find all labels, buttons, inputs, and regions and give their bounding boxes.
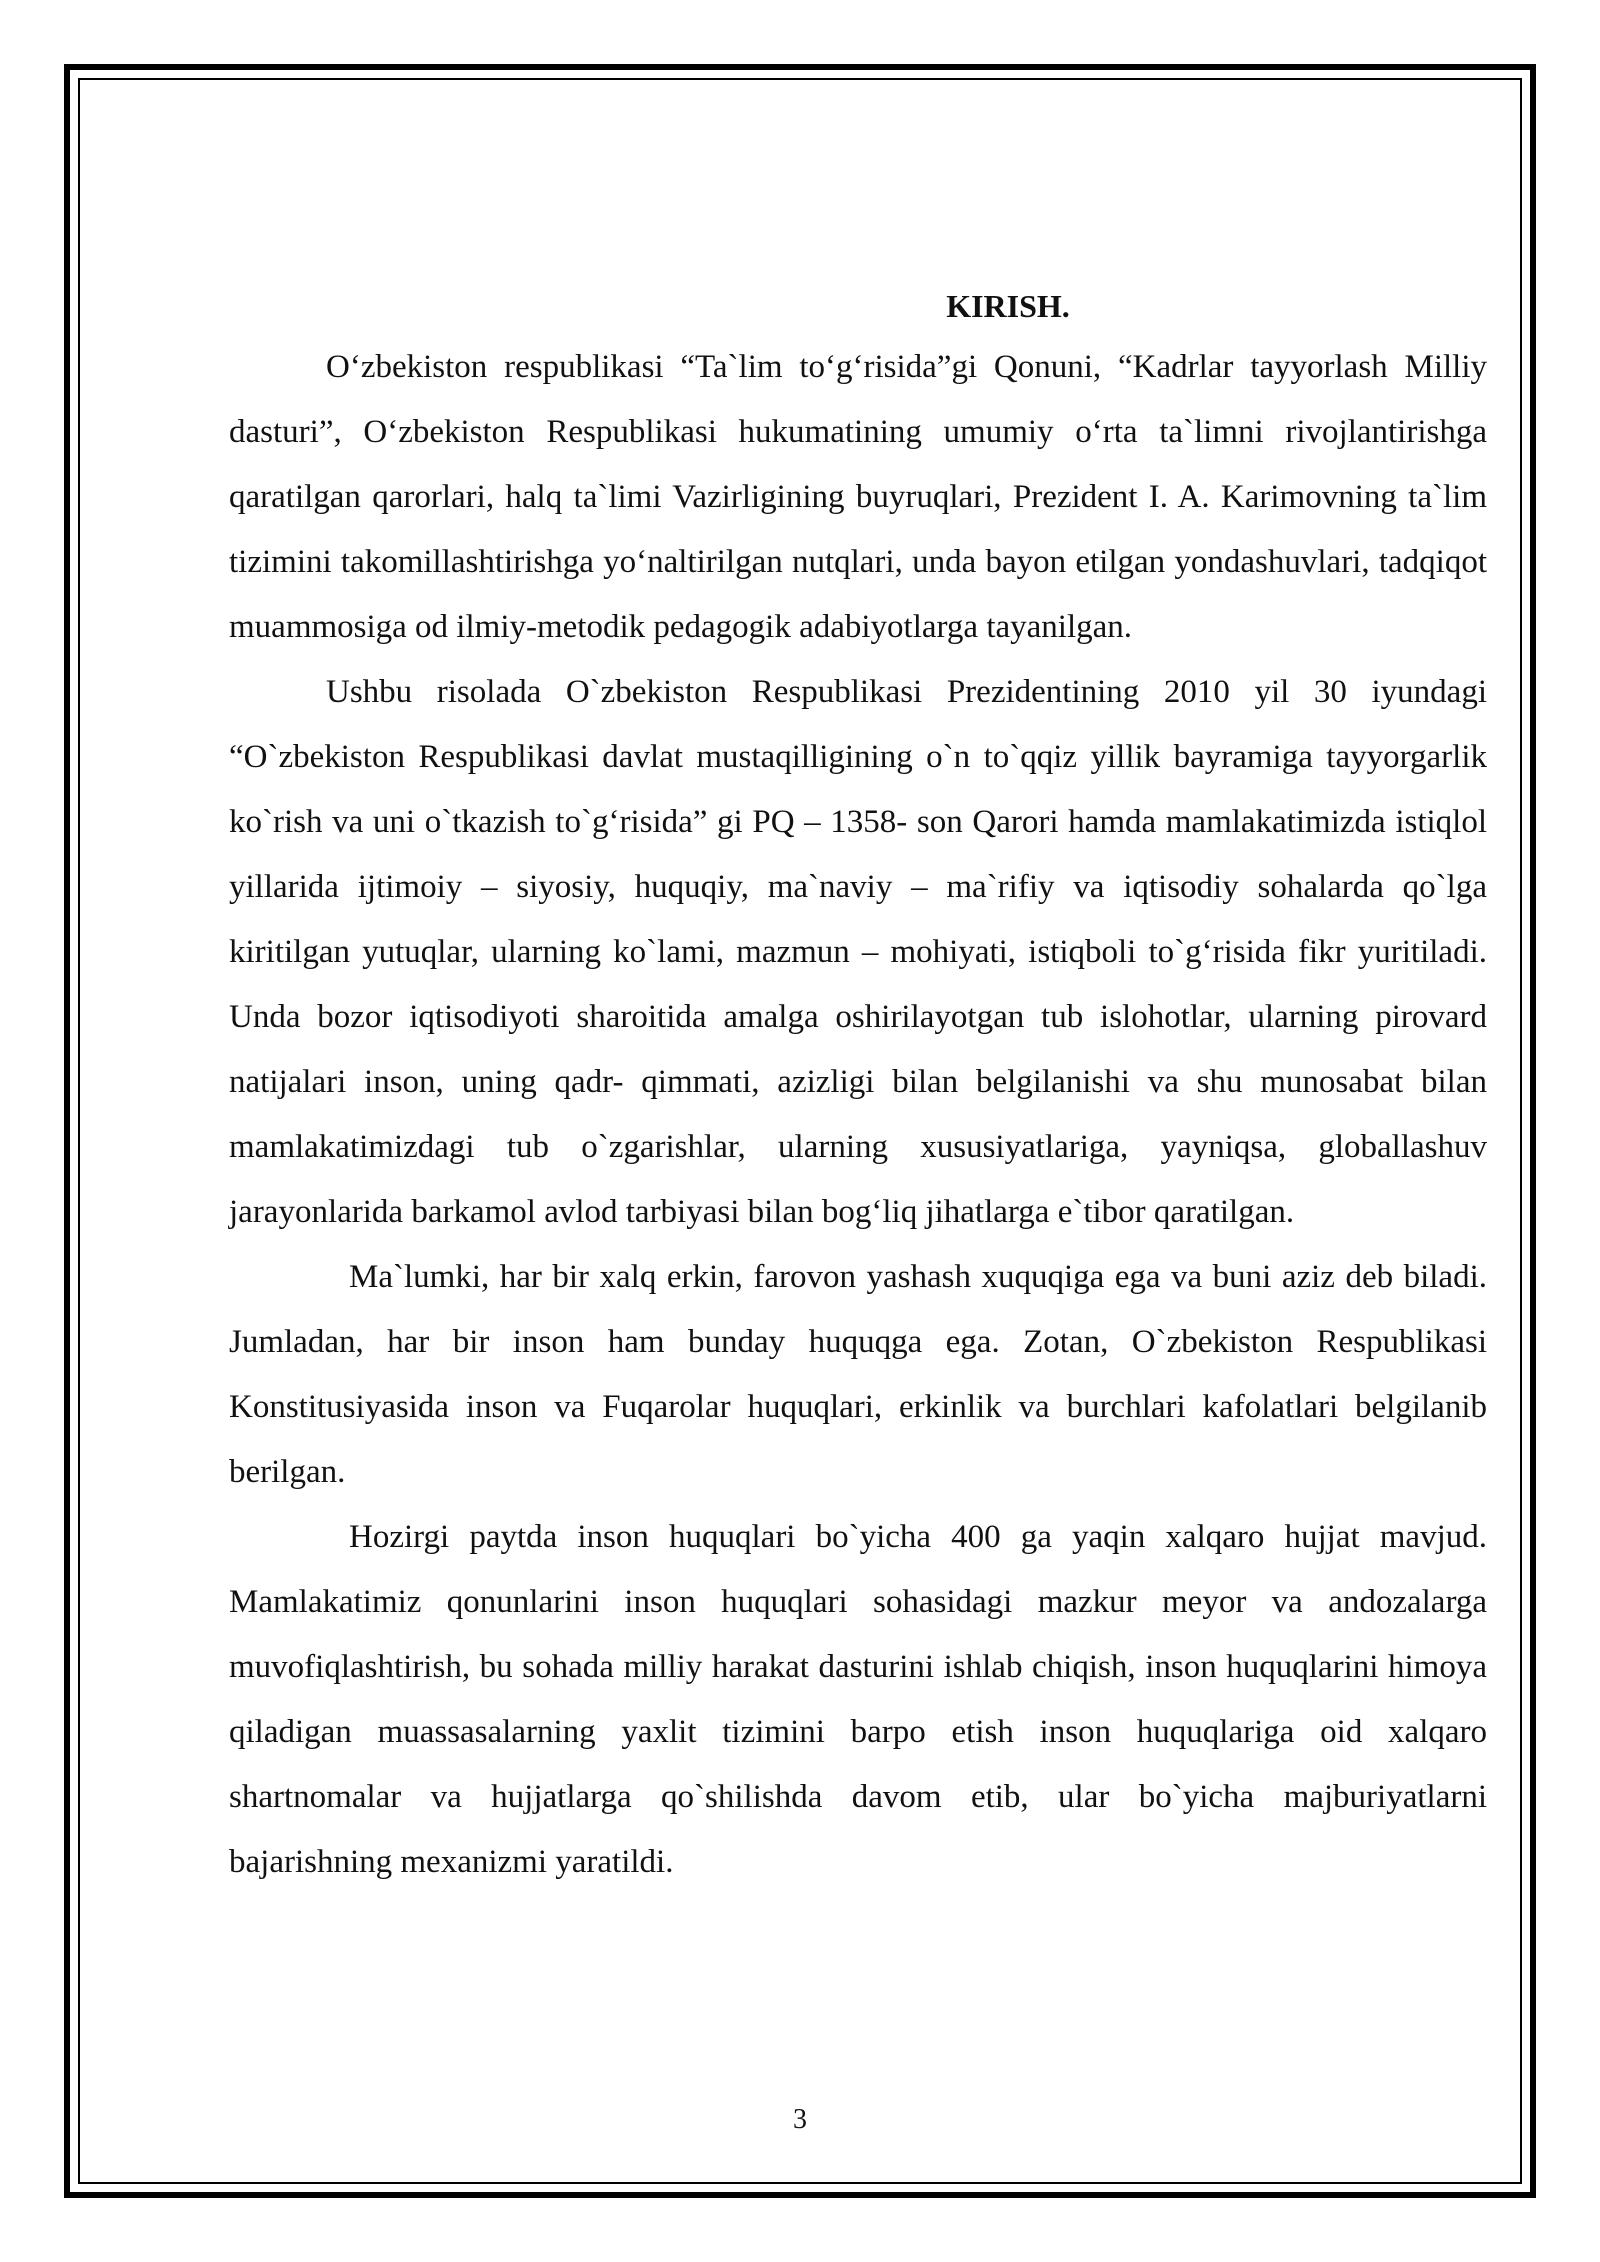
paragraph-malumki: Ma`lumki, har bir xalq erkin, farovon yashash xuquqiga ega va buni aziz deb biladi. Jumladan, har bir inson ham bunday huquqga ega. Zotan, O`zbekiston Respublikasi Konstitusiyasida inson va Fuqarolar huquqlari, erkinlik va burchlari kafolatlari belgilanib berilgan. [229,1259,1487,1490]
paragraph-risola: Ushbu risolada O`zbekiston Respublikasi Prezidentining 2010 yil 30 iyundagi “O`zbekiston Respublikasi davlat mustaqilligining o`n to`qqiz yillik bayramiga tayyorgarlik ko`rish va uni o`tkazish to`g‘risida” gi PQ – 1358- son Qarori hamda mamlakatimizda istiqlol yillarida ijtimoiy – siyosiy, huquqiy, ma`naviy – ma`rifiy va iqtisodiy sohalarda qo`lga kiritilgan yutuqlar, ularning ko`lami, mazmun – mohiyati, istiqboli to`g‘risida fikr yuritiladi. Unda bozor iqtisodiyoti sharoitida amalga oshirilayotgan tub islohotlar, ularning pirovard natijalari inson, uning qadr- qimmati, azizligi bilan belgilanishi va shu munosabat bilan mamlakatimizdagi tub o`zgarishlar, ularning xususiyatlariga, yayniqsa, globallashuv jarayonlarida barkamol avlod tarbiyasi bilan bog‘liq jihatlarga e`tibor qaratilgan. [229,674,1487,1230]
section-title: KIRISH. [946,288,1070,324]
paragraph-hozirgi: Hozirgi paytda inson huquqlari bo`yicha 400 ga yaqin xalqaro hujjat mavjud. Mamlakatimiz qonunlarini inson huquqlari sohasidagi mazkur meyor va andozalarga muvofiqlashtirish, bu sohada milliy harakat dasturini ishlab chiqish, inson huquqlarini himoya qiladigan muassasalarning yaxlit tizimini barpo etish inson huquqlariga oid xalqaro shartnomalar va hujjatlarga qo`shilishda davom etib, ular bo`yicha majburiyatlarni bajarishning mexanizmi yaratildi. [229,1519,1487,1880]
document-body [229,278,1487,1895]
page-number: 3 [793,2104,807,2135]
paragraph-intro: O‘zbekiston respublikasi “Ta`lim to‘g‘risida”gi Qonuni, “Kadrlar tayyorlash Milliy dasturi”, O‘zbekiston Respublikasi hukumatining umumiy o‘rta ta`limni rivojlantirishga qaratilgan qarorlari, halq ta`limi Vazirligining buyruqlari, Prezident I. A. Karimovning ta`lim tizimini takomillashtirishga yo‘naltirilgan nutqlari, unda bayon etilgan yondashuvlari, tadqiqot muammosiga od ilmiy-metodik pedagogik adabiyotlarga tayanilgan. [229,349,1487,645]
